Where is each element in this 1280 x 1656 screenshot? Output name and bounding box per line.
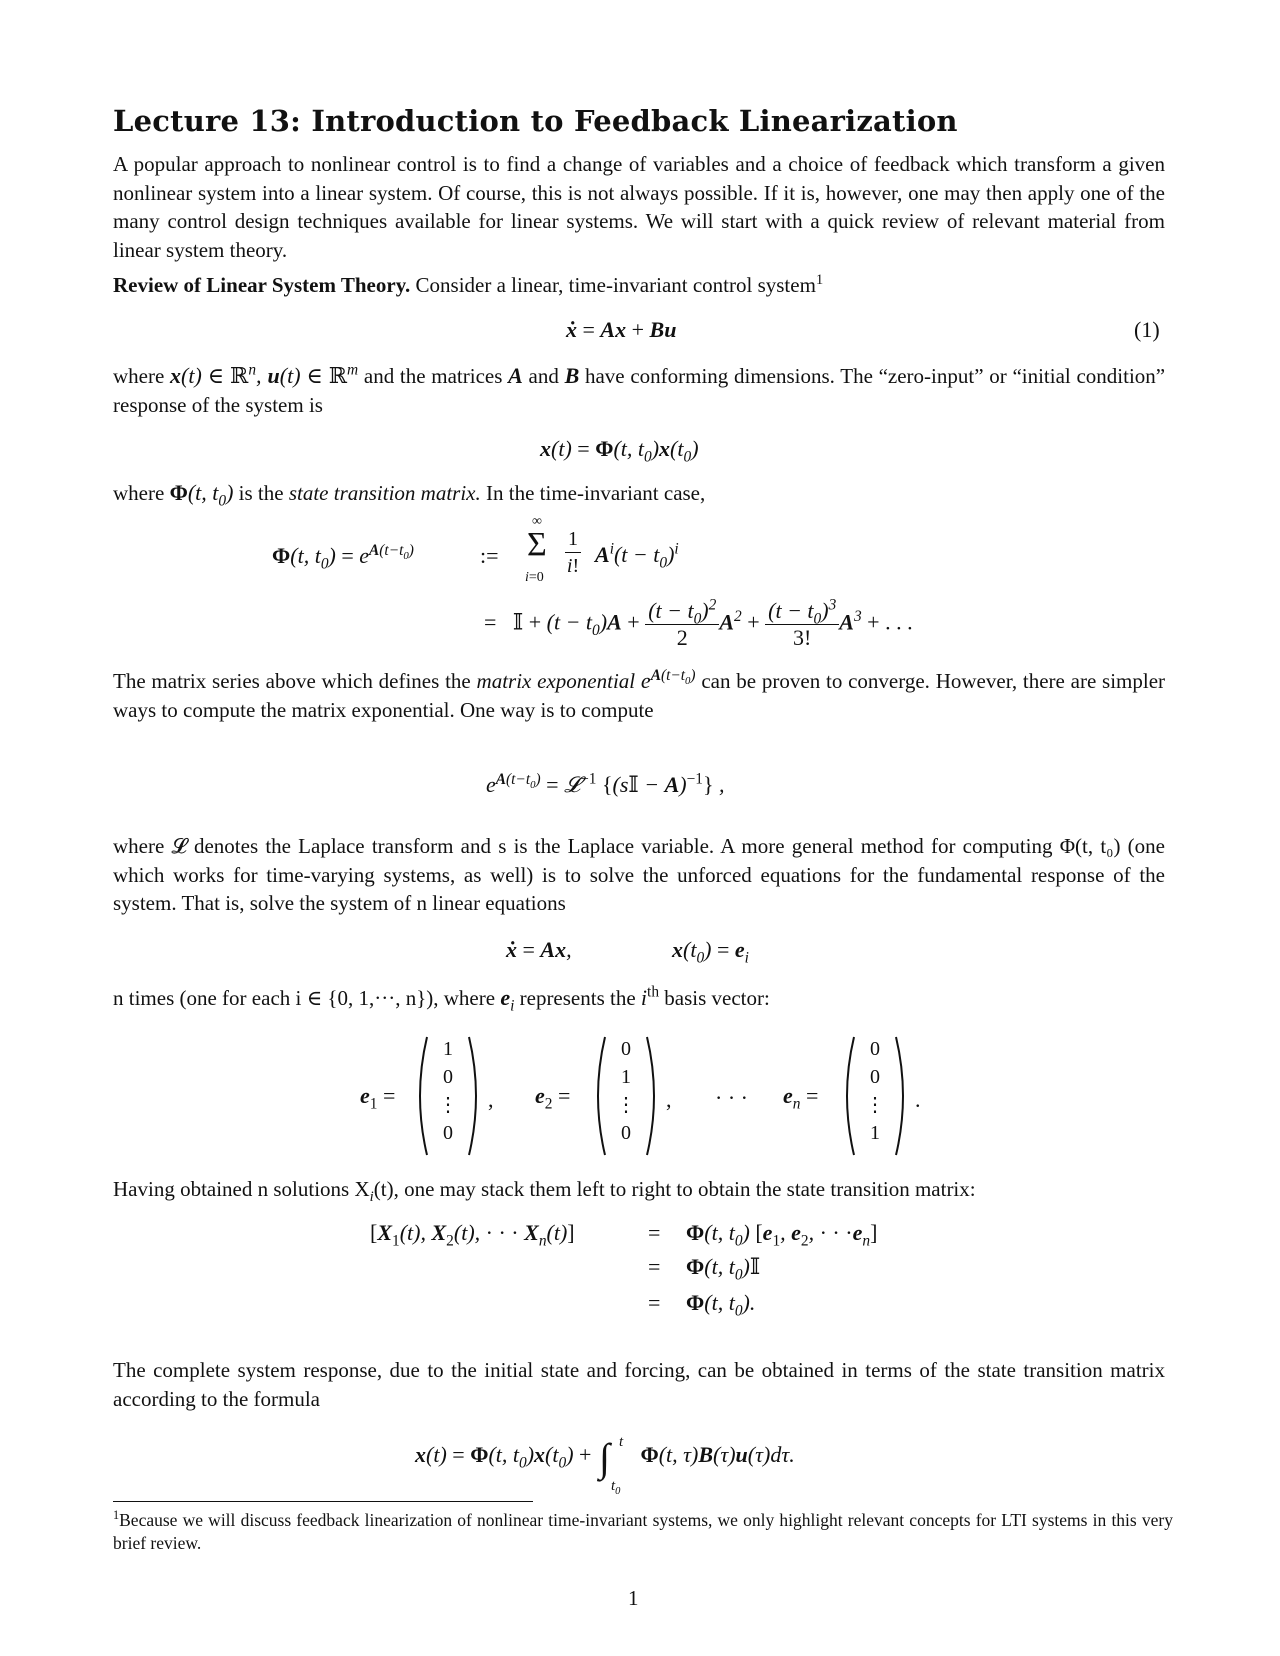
stm-text-a: where <box>113 481 165 505</box>
page-title: Lecture 13: Introduction to Feedback Linearization <box>113 104 958 138</box>
exponential-paragraph: The matrix series above which defines the matrix exponential $e^{A(t-t_0)}$ can be proven to converge. However, there are simpler ways to compute the matrix exponential. One way is to compute <box>113 666 1166 722</box>
footnote-marker: 1 <box>815 272 824 288</box>
review-text: Consider a linear, time-invariant control system <box>415 273 816 297</box>
equation-series-expanded: = 𝕀 + $(t - t_0)A$ + $\frac{(t - t_0)^2}{2}$ $A^2$ + $\frac{(t - t_0)^3}{3!}$ $A^3$ + . . . <box>484 596 913 650</box>
review-paragraph <box>113 271 1165 300</box>
equation-laplace: $e^{A(t-t_0)}$ = 𝓛$^{-1}$ {(s𝕀 − A)$^{-1}$} , <box>486 770 725 797</box>
ntimes-text-a: n times (one for each i ∈ {0, 1,···, n}), where <box>113 986 496 1010</box>
laplace-paragraph: where 𝓛 denotes the Laplace transform and s is the Laplace variable. A more general method for computing Φ(t, t₀) (one which works for time-varying systems, as well) is to solve the unforced equations for the fundamental response of the system. That is, solve the system of n linear equations <box>113 834 1165 915</box>
stack-paragraph: Having obtained n solutions $X_i(t)$, one may stack them left to right to obtain the state transition matrix: <box>113 1177 976 1206</box>
equation-unforced: ẋ = Ax, <box>506 937 572 962</box>
document-page: Lecture 13: Introduction to Feedback Linearization A popular approach to nonlinear control is to find a change of variables and a choice of feedback which transform a given nonlinear system into a linear system. Of course, this is not always possible. If it is, however, one may then apply one of the many control design techniques available for linear systems. We will start with a quick review of relevant material from linear system theory. Review of Linear System Theory. Consider a linear, time-invariant control system$^1$ ẋ = Ax + Bu (1) where x(t) ∈ ℝ$^n$, u(t) ∈ ℝ$^m$ and the matrices A and B have conforming dimensions. The “zero-input” or “initial condition” response of the system is x(t) = Φ(t, $t_0)x(t_0)$ where Φ(t, $t_0$) is the state transition matrix. In the time-invariant case, Φ(t, $t_0) = e^{A(t-t_0)}$ := ∞ Σ i=0 $\frac{1}{i!}$ $A^i(t - t_0)^i$ = 𝕀 + $(t - t_0)A$ + $\frac{(t - t_0)^2}{2}$ $A^2$ + $\frac{(t - t_0)^3}{3!}$ $A^3$ + . . . The matrix series above which defines the matrix exponential $e^{A(t-t_0)}$ can be proven to converge. However, there are simpler ways to compute the matrix exponential. One way is to compute $e^{A(t-t_0)}$ = 𝓛$^{-1}$ {(s𝕀 − A)$^{-1}$} , where 𝓛 denotes the Laplace transform and s is the Laplace variable. A more general method for computing Φ(t, t₀) (one which works for time-varying systems, as well) is to solve the unforced equations for the fundamental response of the system. That is, solve the system of n linear equations ẋ = Ax, $x(t_0) = e_i$ n times (one for each i ∈ {0, 1,···, n}), where $e_i$ represents the $i^{th}$ basis vector: $e_1$ = 1 0 ⋮ 0 , $e_2$ = 0 1 ⋮ 0 , · · · $e_n$ = 0 0 ⋮ 1 . Having obtained n solutions $X_i(t)$, one may stack them left to right to obtain the state transition matrix: [$X_1(t)$, $X_2(t)$, · · · $X_n(t)$] = Φ(t, $t_0$) [$e_1$, $e_2$, · · $\cdot e_n$] = Φ(t, $t_0)𝕀$ = Φ(t, $t_0$). The complete system response, due to the initial state and forcing, can be obtained in terms of the state transition matrix according to the formula x(t) = Φ(t, $t_0)x(t_0)$ + ∫ t $t_0$ Φ(t, τ)B(τ)u(τ)dτ. $^1$Because we will discuss feedback linearization of nonlinear time-invariant systems, we only highlight relevant concepts for LTI systems in this very brief review. 1 <box>113 104 1173 1610</box>
dims-text-b: and the matrices <box>363 364 503 388</box>
ntimes-text-b: represents the <box>519 986 636 1010</box>
equation-1-number: (1) <box>1134 317 1160 342</box>
review-heading: Review of Linear System Theory. <box>113 273 411 297</box>
footnote-text: Because we will discuss feedback linearization of nonlinear time-invariant systems, we only highlight relevant concepts for LTI systems in this very brief review. <box>113 1510 1173 1553</box>
intro-paragraph: A popular approach to nonlinear control is to find a change of variables and a choice of feedback which transform a given nonlinear system into a linear system. Of course, this is not always possible. If it is, however, one may then apply one of the many control design techniques available for linear systems. We will start with a quick review of relevant material from linear system theory. <box>113 152 1165 262</box>
stm-paragraph: where Φ(t, $t_0$) is the state transition matrix. In the time-invariant case, <box>113 480 706 510</box>
page-number: 1 <box>628 1586 639 1610</box>
expo-text-italic: matrix exponential <box>476 669 636 693</box>
equation-stack-rhs3: Φ(t, $t_0$). <box>686 1290 756 1320</box>
expo-text-a: The matrix series above which defines the <box>113 669 471 693</box>
equation-zero-input: x(t) = Φ(t, $t_0)x(t_0)$ <box>540 436 699 466</box>
stm-text-b: is the <box>238 481 284 505</box>
footnote-number: 1 <box>113 1508 120 1523</box>
equation-stack-eq1: = <box>648 1220 661 1245</box>
equation-stack-lhs: [$X_1(t)$, $X_2(t)$, · · · $X_n(t)$] <box>370 1220 575 1250</box>
ntimes-paragraph: n times (one for each i ∈ {0, 1,···, n}), where $e_i$ represents the $i^{th}$ basis vector: <box>113 983 770 1015</box>
footnote-rule <box>113 1501 533 1502</box>
equation-stack-eq2: = <box>648 1254 661 1279</box>
equation-phi-lhs: Φ(t, $t_0) = e^{A(t-t_0)}$ <box>272 541 414 573</box>
dimensions-paragraph: where x(t) ∈ ℝ$^n$, u(t) ∈ ℝ$^m$ and the matrices A and B have conforming dimensions. The “zero-input” or “initial condition” response of the system is <box>113 361 1166 417</box>
ntimes-text-c: basis vector: <box>664 986 770 1010</box>
expo-text-b: can be proven to converge. However, there are simpler ways to compute the matrix exponential. One way is to compute <box>113 669 1166 722</box>
stm-text-italic: state transition matrix. <box>288 481 481 505</box>
equation-stack-eq3: = <box>648 1290 661 1315</box>
equation-stack-rhs1: Φ(t, $t_0$) [$e_1$, $e_2$, · · $\cdot e_n$] <box>686 1220 878 1250</box>
equation-stack-rhs2: Φ(t, $t_0)𝕀$ <box>686 1254 761 1284</box>
equation-1: ẋ = Ax + Bu <box>566 317 677 342</box>
stack-text-a: Having obtained n solutions X <box>113 1177 370 1201</box>
equation-complete-response: x(t) = Φ(t, $t_0)x(t_0)$ + ∫ t $t_0$ Φ(t, τ)B(τ)u(τ)dτ. <box>415 1434 795 1497</box>
equation-defeq: := <box>480 543 499 568</box>
dims-text-c: have conforming dimensions. The “zero-input” or “initial condition” response of the system is <box>113 364 1166 417</box>
footnote <box>113 1509 1173 1555</box>
dims-text-a: where <box>113 364 165 388</box>
stack-text-b: (t), one may stack them left to right to obtain the state transition matrix: <box>373 1177 976 1201</box>
equation-initial-basis: $x(t_0) = e_i$ <box>672 937 749 967</box>
stm-text-c: In the time-invariant case, <box>486 481 706 505</box>
complete-response-paragraph: The complete system response, due to the initial state and forcing, can be obtained in terms of the state transition matrix according to the formula <box>113 1358 1165 1411</box>
